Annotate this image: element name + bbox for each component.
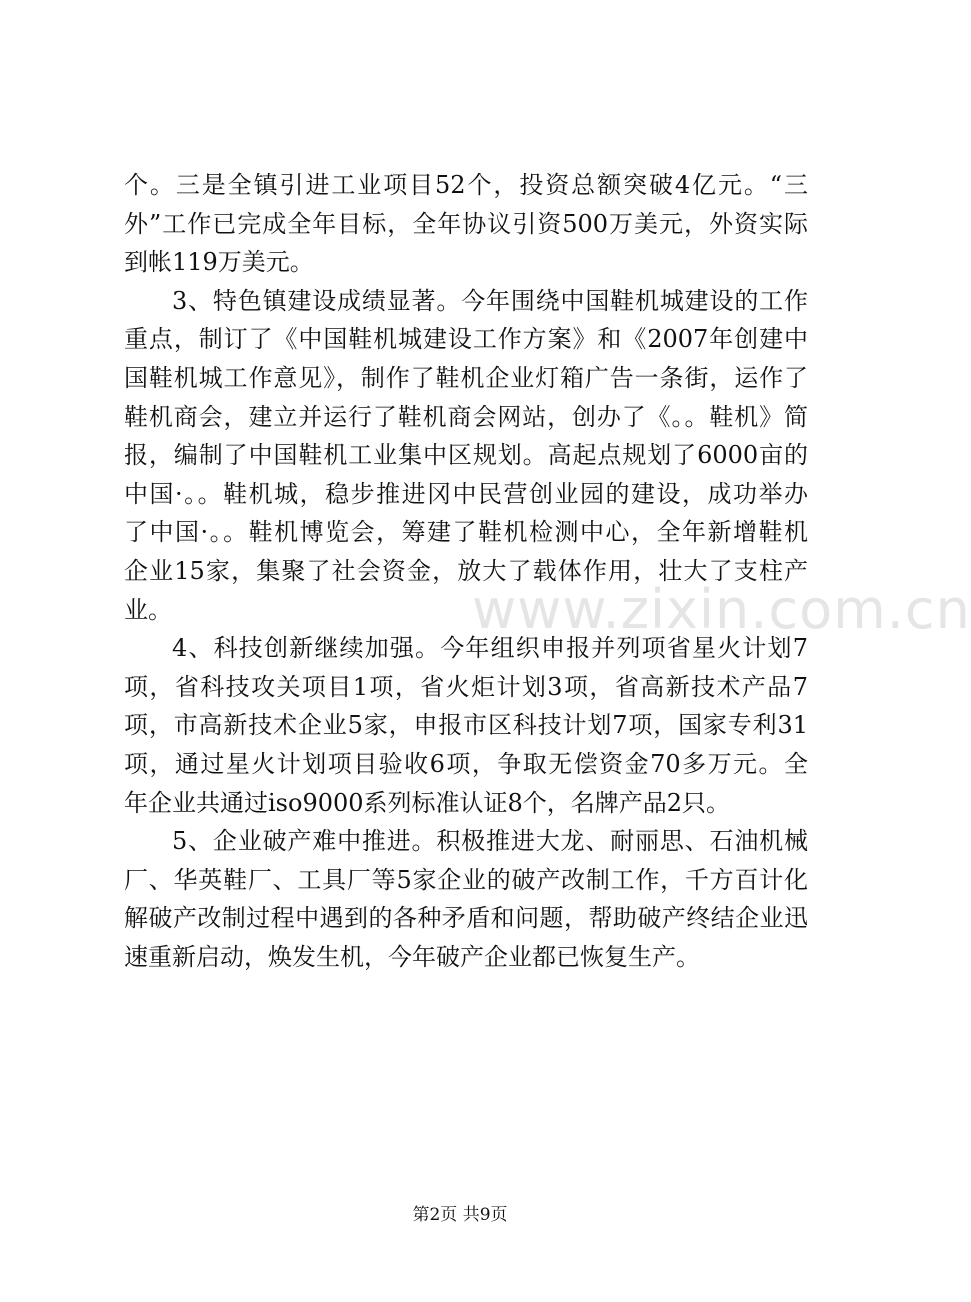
text-line: 业。 xyxy=(124,595,172,624)
text-line: 了中国·。。鞋机博览会，筹建了鞋机检测中心，全年新增鞋机 xyxy=(124,518,808,547)
text-line: 鞋机商会，建立并运行了鞋机商会网站，创办了《。。鞋机》简 xyxy=(124,402,808,431)
text-line: 项，通过星火计划项目验收6项，争取无偿资金70多万元。全 xyxy=(124,749,808,778)
text-line: 项，省科技攻关项目1项，省火炬计划3项，省高新技术产品7 xyxy=(124,672,808,701)
text-line: 个。三是全镇引进工业项目52个，投资总额突破4亿元。“三 xyxy=(124,171,808,199)
text-line: 国鞋机城工作意见》，制作了鞋机企业灯箱广告一条街，运作了 xyxy=(124,363,808,392)
text-line: 外”工作已完成全年目标，全年协议引资500万美元，外资实际 xyxy=(124,209,808,238)
text-line: 年企业共通过iso9000系列标准认证8个，名牌产品2只。 xyxy=(124,788,731,817)
paragraph-start-line: 4、科技创新继续加强。今年组织申报并列项省星火计划7 xyxy=(172,634,808,663)
text-line: 中国·。。鞋机城，稳步推进冈中民营创业园的建设，成功举办 xyxy=(124,479,808,508)
text-line: 企业15家，集聚了社会资金，放大了载体作用，壮大了支柱产 xyxy=(124,556,808,585)
text-line: 速重新启动，焕发生机，今年破产企业都已恢复生产。 xyxy=(124,942,700,971)
text-line: 厂、华英鞋厂、工具厂等5家企业的破产改制工作，千方百计化 xyxy=(124,865,808,894)
text-line: 报，编制了中国鞋机工业集中区规划。高起点规划了6000亩的 xyxy=(124,441,808,470)
paragraph-start-line: 3、特色镇建设成绩显著。今年围绕中国鞋机城建设的工作 xyxy=(172,286,808,315)
watermark: www.zixin.com.cn xyxy=(472,578,971,641)
document-body xyxy=(124,166,808,976)
text-line: 解破产改制过程中遇到的各种矛盾和问题，帮助破产终结企业迅 xyxy=(124,904,808,933)
paragraph-start-line: 5、企业破产难中推进。积极推进大龙、耐丽思、石油机械 xyxy=(172,827,808,856)
text-line: 重点，制订了《中国鞋机城建设工作方案》和《2007年创建中 xyxy=(124,325,808,354)
text-line: 到帐119万美元。 xyxy=(124,248,314,277)
page-number-footer: 第2页 共9页 xyxy=(412,1205,508,1225)
text-line: 项，市高新技术企业5家，申报市区科技计划7项，国家专利31 xyxy=(124,711,808,740)
